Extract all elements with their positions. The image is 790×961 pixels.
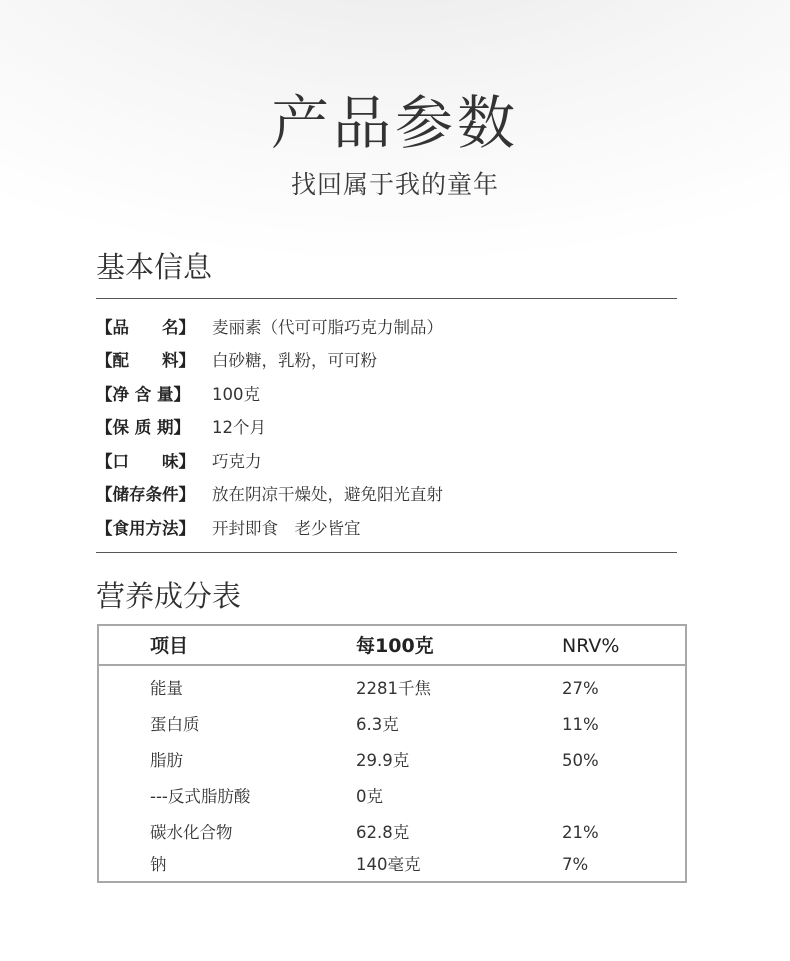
- nutrient-amount: 2281千焦: [356, 679, 431, 698]
- nutrient-nrv: 21%: [562, 823, 599, 842]
- nutrient-name: 碳水化合物: [150, 823, 233, 842]
- nutrient-amount: 0克: [356, 787, 383, 806]
- page-subtitle: 找回属于我的童年: [290, 170, 499, 199]
- info-label: 【净 含 量】: [96, 384, 190, 404]
- table-row: [99, 707, 685, 743]
- table-row: [99, 779, 685, 815]
- info-row-flavor: [96, 443, 443, 477]
- basic-info-top-divider: [96, 298, 677, 299]
- table-row: [99, 815, 685, 851]
- column-header-item: 项目: [150, 635, 189, 657]
- info-label: 【品 名】: [96, 317, 195, 337]
- nutrient-name: ---反式脂肪酸: [150, 787, 251, 806]
- nutrient-name: 钠: [150, 855, 167, 874]
- basic-info-bottom-divider: [96, 552, 677, 553]
- nutrient-nrv: 11%: [562, 715, 599, 734]
- info-row-name: [96, 309, 443, 343]
- info-value: 100克: [212, 384, 260, 404]
- nutrient-amount: 29.9克: [356, 751, 410, 770]
- nutrient-amount: 140毫克: [356, 855, 421, 874]
- info-row-net-weight: [96, 376, 443, 410]
- nutrient-amount: 62.8克: [356, 823, 410, 842]
- info-label: 【食用方法】: [96, 518, 195, 538]
- nutrient-name: 脂肪: [150, 751, 183, 770]
- info-value: 麦丽素（代可可脂巧克力制品）: [212, 317, 443, 337]
- table-row: [99, 847, 685, 883]
- nutrient-nrv: 27%: [562, 679, 599, 698]
- info-label: 【配 料】: [96, 351, 195, 371]
- column-header-nrv: NRV%: [562, 635, 620, 657]
- page-title: 产品参数: [270, 89, 519, 157]
- info-label: 【保 质 期】: [96, 418, 190, 438]
- info-value: 开封即食 老少皆宜: [212, 518, 361, 538]
- info-row-storage: [96, 477, 443, 511]
- info-row-shelf-life: [96, 410, 443, 444]
- nutrient-nrv: 50%: [562, 751, 599, 770]
- column-header-per100g: 每100克: [356, 635, 434, 657]
- nutrient-name: 蛋白质: [150, 715, 200, 734]
- nutrient-nrv: 7%: [562, 855, 589, 874]
- info-value: 12个月: [212, 418, 266, 438]
- table-row: [99, 671, 685, 707]
- nutrient-amount: 6.3克: [356, 715, 399, 734]
- nutrition-table-header: [99, 626, 685, 666]
- info-value: 巧克力: [212, 451, 262, 471]
- table-row: [99, 743, 685, 779]
- basic-info-heading: 基本信息: [96, 250, 213, 284]
- basic-info-list: [96, 309, 443, 544]
- info-value: 白砂糖，乳粉，可可粉: [212, 351, 377, 371]
- info-row-usage: [96, 510, 443, 544]
- nutrition-table: [97, 624, 687, 883]
- nutrition-heading: 营养成分表: [96, 579, 242, 613]
- info-row-ingredients: [96, 343, 443, 377]
- info-value: 放在阴凉干燥处，避免阳光直射: [212, 485, 443, 505]
- nutrient-name: 能量: [150, 679, 183, 698]
- info-label: 【储存条件】: [96, 485, 195, 505]
- info-label: 【口 味】: [96, 451, 195, 471]
